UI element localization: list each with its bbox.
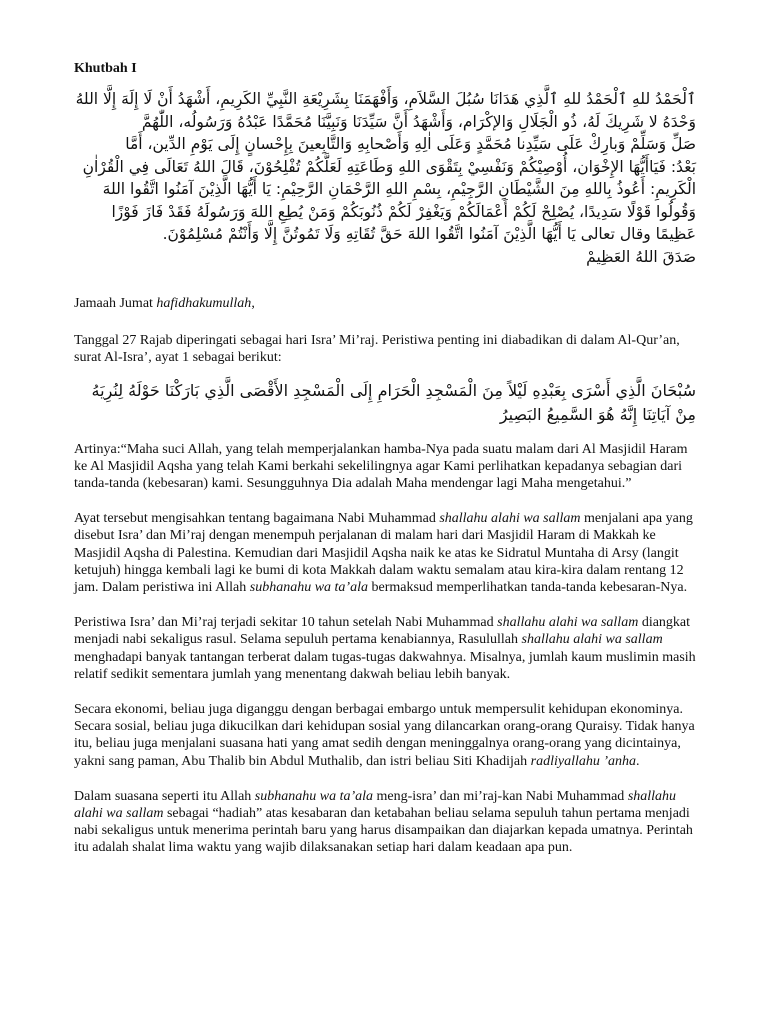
arabic-line: عَظِيمًا وقال تعالى يَا أَيُّهَا الَّذِيْنَ آمَنُوا اتَّقُوا اللهَ حَقَّ تُقَاتِهِ وَلَا تَمُوتُنَّ إِلَّا وَأَنْتُمْ مُسْلِمُوْنَ.	[162, 225, 696, 243]
intro-paragraph: Tanggal 27 Rajab diperingati sebagai hari Isra’ Mi’raj. Peristiwa penting ini diabadikan di dalam Al-Qur’an, surat Al-Isra’, ayat 1 sebagai berikut:	[74, 333, 680, 366]
text-run: menjalani apa yang disebut Isra’ dan Mi’raj dengan menempuh perjalanan di malam hari dari Masjidil Haram di Makkah ke Masjidil Aqsha di Palestina. Kemudian dari Masjidil Aqsha naik ke atas ke Sidratul Muntaha di Arsy (langit ketujuh) hingga kembali lagi ke bumi di kota Makkah dalam waktu semalam atau kira-kira dalam rentang 12 jam. Dalam peristiwa ini Allah	[74, 511, 693, 596]
honorific-run: radliyallahu ’anha	[530, 753, 637, 769]
text-run: Secara ekonomi, beliau juga diganggu dengan berbagai embargo untuk mempersulit kehidupan ekonominya. Secara sosial, beliau juga dikucilkan dari kehidupan sosial yang dilancarkan orang-orang Quraisy. Tidak hanya itu, beliau juga menjalani suasana hati yang amat sedih dengan meninggalnya orang-orang yang dicintainya, yakni sang paman, Abu Thalib bin Abdul Muthalib, dan istri beliau Siti Khadijah	[74, 702, 695, 769]
text-run: meng-isra’ dan mi’raj-kan Nabi Muhammad	[373, 788, 628, 804]
arabic-line: ٱلْحَمْدُ للهِ ٱلْحَمْدُ للهِ ٱلَّذِي هَدَانَا سُبُلَ السَّلاَمِ، وَأَفْهَمَنَا بِشَرِيْعَةِ النَّبِيِّ الكَرِيمِ، أَشْهَدُ أَنْ لَا إِلَهَ إِلَّا اللهُ	[75, 90, 696, 108]
text-run: .	[636, 753, 640, 769]
greeting-paragraph	[74, 295, 696, 312]
honorific-run: shallahu alahi wa sallam	[521, 632, 663, 648]
arabic-line: صَدَقَ اللهُ العَظِيمْ	[586, 247, 696, 266]
ayah-line: مِنْ آيَاتِنَا إِنَّهُ هُوَ السَّمِيعُ البَصِيرُ	[499, 404, 696, 424]
honorific-run: shallahu alahi wa sallam	[439, 511, 581, 527]
text-run: Dalam suasana seperti itu Allah	[74, 788, 255, 804]
opening-arabic-block	[74, 88, 696, 268]
arabic-line: صَلِّ وَسَلِّمْ وَبارِكْ عَلَى سَيِّدِنا مُحَمَّدٍ وَعَلَى اٰلِهِ وَأَصْحابِهِ وَالتَّابِعينَ بِإِحْسانٍ إِلَى يَوْمِ الدِّين، أَمَّا	[125, 135, 696, 153]
text-run: bermaksud memperlihatkan tanda-tanda kebesaran-Nya.	[367, 580, 688, 596]
honorific-run: shallahu alahi wa sallam	[74, 788, 677, 822]
text-run: Ayat tersebut mengisahkan tentang bagaimana Nabi Muhammad	[74, 511, 440, 527]
ayah-arabic-block	[74, 379, 696, 427]
text-run: sebagai “hadiah” atas kesabaran dan ketabahan beliau selama sepuluh tahun pertama menjadi nabi sekaligus untuk menerima perintah baru yang harus disampaikan dan diajarkan kepada umatnya. Perintah itu adalah shalat lima waktu yang wajib dilaksanakan setiap hari dalam keadaan apa pun.	[74, 806, 693, 856]
text-run: Peristiwa Isra’ dan Mi’raj terjadi sekitar 10 tahun setelah Nabi Muhammad	[74, 615, 498, 631]
arabic-line: وَقُولُوا قَوْلًا سَدِيدًا، يُصْلِحْ لَكُمْ أَعْمَالَكُمْ وَيَغْفِرْ لَكُمْ ذُنُوبَكُمْ وَمَنْ يُطِعِ اللهَ وَرَسُولَهُ فَقَدْ فَازَ فَوْزًا	[111, 202, 696, 221]
text-run: diangkat menjadi nabi sekaligus rasul. Selama sepuluh pertama kenabiannya, Rasulullah	[74, 615, 691, 648]
arabic-line: الْكَرِيمِ: أَعُوذُ بِاللهِ مِنَ الشَّيْطَانِ الرَّجِيْمِ، بِسْمِ اللهِ الرَّحْمَانِ الرَّحِيْمِ: يَا أَيُّهَا الَّذِيْنَ آمَنُوا اتَّقُوا اللهَ	[102, 180, 696, 198]
honorific-run: subhanahu wa ta’ala	[249, 580, 368, 596]
honorific-run: subhanahu wa ta’ala	[254, 788, 374, 804]
greeting-end: ,	[251, 296, 255, 311]
section-title: Khutbah I	[74, 61, 137, 76]
ayah-line: سُبْحَانَ الَّذِي أَسْرَى بِعَبْدِهِ لَيْلاً مِنَ الْمَسْجِدِ الْحَرَامِ إِلَى الْمَسْجِدِ الأَقْصَى الَّذِي بَارَكْنَا حَوْلَهُ لِنُرِيَهُ	[91, 380, 696, 400]
body-paragraph-4	[74, 788, 696, 857]
document-page	[74, 60, 696, 857]
body-paragraph-1	[74, 510, 696, 596]
body-paragraph-3	[74, 701, 696, 770]
body-paragraph-2	[74, 614, 696, 683]
arabic-line: بَعْدُ: فَيَاأَيُّهَا الإِخْوَان، أُوْصِيْكُمْ وَنَفْسِيْ بِتَقْوَى اللهِ وَطَاعَتِهِ لَعَلَّكُمْ تُفْلِحُوْنَ، قَالَ اللهُ تَعَالَى فِي الْقُرْاٰنِ	[82, 157, 696, 176]
greeting-text: Jamaah Jumat	[74, 296, 157, 311]
arabic-line: وَحْدَهُ لا شَرِيكَ لَهُ، ذُو الْجَلَالِ وَالإكْرَام، وَأَشْهَدُ أَنَّ سَيِّدَنَا وَنَبِيَّنَا مُحَمَّدًا عَبْدُهُ وَرَسُولُه، اللّٰهُمَّ	[141, 112, 696, 131]
text-run: menghadapi banyak tantangan terberat dalam tugas-tugas dakwahnya. Misalnya, jumlah kaum muslimin masih relatif sedikit sementara jumlah yang menentang dakwah beliau lebih banyak.	[74, 649, 696, 682]
greeting-honorific: hafidhakumullah	[156, 296, 252, 311]
honorific-run: shallahu alahi wa sallam	[497, 615, 639, 631]
translation-paragraph: Artinya:“Maha suci Allah, yang telah memperjalankan hamba-Nya pada suatu malam dari Al Masjidil Haram ke Al Masjidil Aqsha yang telah Kami berkahi sekelilingnya agar Kami perlihatkan kepadanya sebagian dari tanda-tanda (kebesaran) kami. Sesungguhnya Dia adalah Maha mendengar lagi Maha mengetahui.”	[74, 441, 688, 492]
